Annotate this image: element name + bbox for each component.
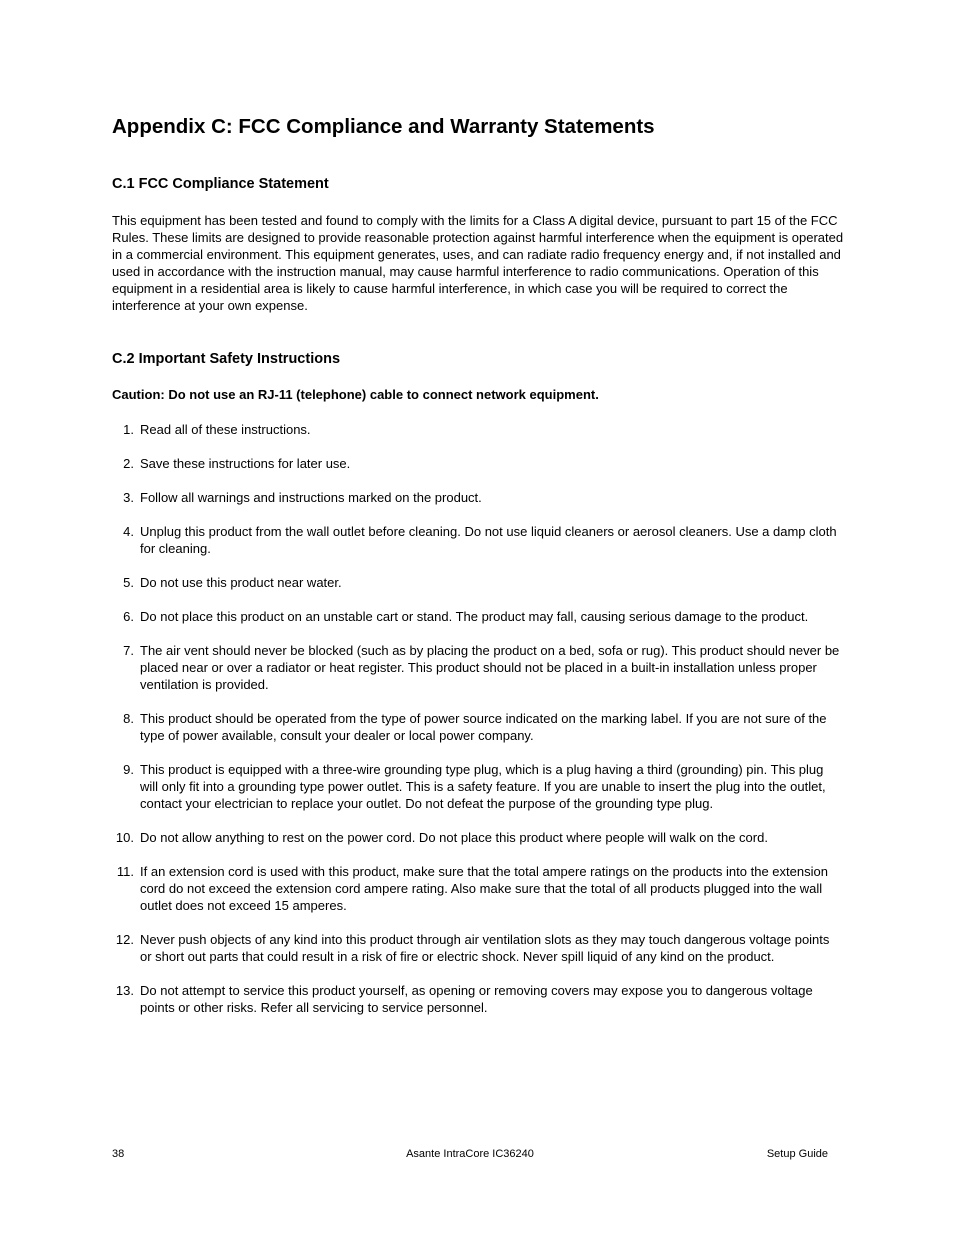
list-item-number: 5. xyxy=(123,575,134,590)
list-item xyxy=(112,982,844,1016)
page-number: 38 xyxy=(112,1148,125,1160)
list-item xyxy=(112,931,844,965)
list-item-number: 9. xyxy=(123,762,134,777)
list-item-text: Do not allow anything to rest on the power cord. Do not place this product where people will walk on the cord. xyxy=(140,830,768,845)
list-item-number: 2. xyxy=(123,456,134,471)
fcc-statement-paragraph: This equipment has been tested and found to comply with the limits for a Class A digital device, pursuant to part 15 of the FCC Rules. These limits are designed to provide reasonable protection against harmful interference when the equipment is operated in a commercial environment. This equipment generates, uses, and can radiate radio frequency energy and, if not installed and used in accordance with the instruction manual, may cause harmful interference to radio communications. Operation of this equipment in a residential area is likely to cause harmful interference, in which case you will be required to correct the interference at your own expense. xyxy=(112,213,844,313)
list-item xyxy=(112,421,844,438)
safety-instructions-list xyxy=(112,421,844,1033)
list-item-text: Follow all warnings and instructions marked on the product. xyxy=(140,490,482,505)
list-item-text: Do not attempt to service this product yourself, as opening or removing covers may expose you to dangerous voltage points or other risks. Refer all servicing to service personnel. xyxy=(140,983,813,1015)
caution-note: Caution: Do not use an RJ-11 (telephone) cable to connect network equipment. xyxy=(112,387,599,402)
safety-section-heading: C.2 Important Safety Instructions xyxy=(112,351,341,367)
list-item-text: This product is equipped with a three-wire grounding type plug, which is a plug having a third (grounding) pin. This plug will only fit into a grounding type power outlet. This is a safety feature. If you are unable to insert the plug into the outlet, contact your electrician to replace your outlet. Do not defeat the purpose of the grounding type plug. xyxy=(140,762,826,811)
footer-guide-name: Setup Guide xyxy=(766,1148,828,1160)
list-item xyxy=(112,608,844,625)
list-item-text: If an extension cord is used with this product, make sure that the total ampere ratings on the products into the extension cord do not exceed the extension cord ampere rating. Also make sure that the total of all products plugged into the wall outlet does not exceed 15 amperes. xyxy=(140,864,828,913)
list-item-text: Do not use this product near water. xyxy=(140,575,342,590)
page-title: Appendix C: FCC Compliance and Warranty Statements xyxy=(112,115,655,138)
list-item-text: The air vent should never be blocked (such as by placing the product on a bed, sofa or rug). This product should never be placed near or over a radiator or heat register. This product should not be placed in a built-in installation unless proper ventilation is provided. xyxy=(140,643,840,692)
list-item xyxy=(112,523,844,557)
list-item-text: Never push objects of any kind into this product through air ventilation slots as they may touch dangerous voltage points or short out parts that could result in a risk of fire or electric shock. Never spill liquid of any kind on the product. xyxy=(140,932,830,964)
list-item-text: Save these instructions for later use. xyxy=(140,456,351,471)
list-item-number: 4. xyxy=(123,524,134,539)
list-item-number: 3. xyxy=(123,490,134,505)
list-item-text: Do not place this product on an unstable cart or stand. The product may fall, causing serious damage to the product. xyxy=(140,609,809,624)
list-item-text: Unplug this product from the wall outlet before cleaning. Do not use liquid cleaners or aerosol cleaners. Use a damp cloth for cleaning. xyxy=(140,524,837,556)
list-item xyxy=(112,642,844,693)
list-item xyxy=(112,863,844,914)
list-item-text: This product should be operated from the type of power source indicated on the marking label. If you are not sure of the type of power available, consult your dealer or local power company. xyxy=(140,711,827,743)
list-item xyxy=(112,489,844,506)
page-footer xyxy=(112,1147,828,1161)
list-item-number: 1. xyxy=(123,422,134,437)
fcc-section-heading: C.1 FCC Compliance Statement xyxy=(112,176,329,192)
footer-product-name: Asante IntraCore IC36240 xyxy=(406,1148,534,1160)
list-item xyxy=(112,455,844,472)
list-item-number: 8. xyxy=(123,711,134,726)
list-item xyxy=(112,761,844,812)
list-item-number: 12. xyxy=(115,932,134,947)
list-item-number: 13. xyxy=(115,983,134,998)
list-item-number: 7. xyxy=(123,643,134,658)
list-item xyxy=(112,574,844,591)
list-item-number: 6. xyxy=(123,609,134,624)
list-item-number: 10. xyxy=(115,830,134,845)
list-item xyxy=(112,829,844,846)
list-item-number: 11. xyxy=(116,864,134,879)
list-item-text: Read all of these instructions. xyxy=(140,422,311,437)
list-item xyxy=(112,710,844,744)
